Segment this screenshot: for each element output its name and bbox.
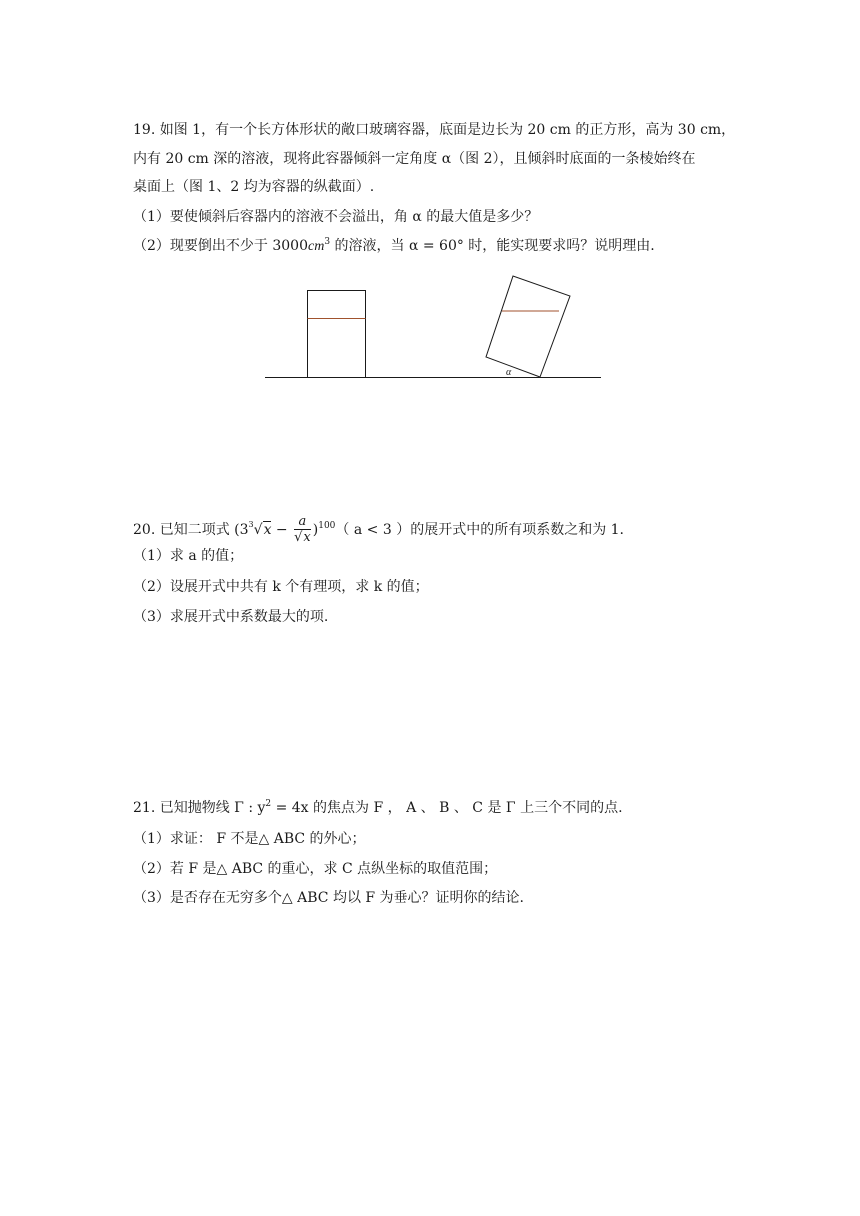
q19-part2-a: （2）现要倒出不少于 3000 bbox=[133, 238, 308, 254]
q20-frac-num: a bbox=[294, 514, 311, 530]
upright-container bbox=[308, 291, 366, 378]
q21-stem bbox=[133, 798, 623, 818]
q21-part1: （1）求证： F 不是△ ABC 的外心； bbox=[133, 831, 366, 847]
q20-part2: （2）设展开式中共有 k 个有理项，求 k 的值； bbox=[133, 579, 429, 595]
q19-stem-line3: 桌面上（图 1、2 均为容器的纵截面）. bbox=[133, 179, 375, 195]
angle-alpha-label: α bbox=[506, 367, 512, 378]
q20-part3: （3）求展开式中系数最大的项. bbox=[133, 609, 329, 625]
q21-stem-exp: 2 bbox=[265, 799, 272, 809]
q20-exponent: 100 bbox=[318, 521, 336, 531]
q19-part2-b: 的溶液，当 α = 60° 时，能实现要求吗？说明理由. bbox=[330, 238, 655, 254]
q20-condition: （ a < 3 ）的展开式中的所有项系数之和为 1. bbox=[335, 522, 624, 538]
q21-part3: （3）是否存在无穷多个△ ABC 均以 F 为垂心？证明你的结论. bbox=[133, 890, 525, 906]
q20-prefix: 20. 已知二项式 (3 bbox=[133, 522, 249, 538]
q20-root-var: x bbox=[263, 522, 272, 538]
q19-stem-line1: 19. 如图 1，有一个长方体形状的敞口玻璃容器，底面是边长为 20 cm 的正方形，高为 30 cm， bbox=[133, 122, 736, 138]
q20-frac-den: x bbox=[303, 530, 311, 545]
q20-minus: − bbox=[271, 522, 293, 538]
q20-part1: （1）求 a 的值； bbox=[133, 548, 244, 564]
q19-part2-unit: cm bbox=[308, 239, 325, 254]
q19-stem-line2: 内有 20 cm 深的溶液，现将此容器倾斜一定角度 α（图 2），且倾斜时底面的一条棱始终在 bbox=[133, 151, 696, 167]
q19-part2-exp: 3 bbox=[324, 237, 331, 247]
q19-part1: （1）要使倾斜后容器内的溶液不会溢出，角 α 的最大值是多少？ bbox=[133, 209, 539, 225]
q21-stem-a: 21. 已知抛物线 Γ : y bbox=[133, 800, 266, 816]
tilted-container bbox=[486, 276, 570, 377]
q20-root-index: 3 bbox=[248, 520, 254, 529]
q20-stem: 20. 已知二项式 ($3^3√x$ − $\frac{a}{√x}$ )$^{100}$（ a < 3 ）的展开式中的所有项系数之和为 1. bbox=[133, 514, 624, 545]
q21-stem-b: = 4x 的焦点为 F ， A 、 B 、 C 是 Γ 上三个不同的点. bbox=[271, 800, 623, 816]
q21-part2: （2）若 F 是△ ABC 的重心，求 C 点纵坐标的取值范围； bbox=[133, 861, 498, 877]
q20-fraction: $\frac{a}{√x}$ bbox=[294, 514, 311, 545]
